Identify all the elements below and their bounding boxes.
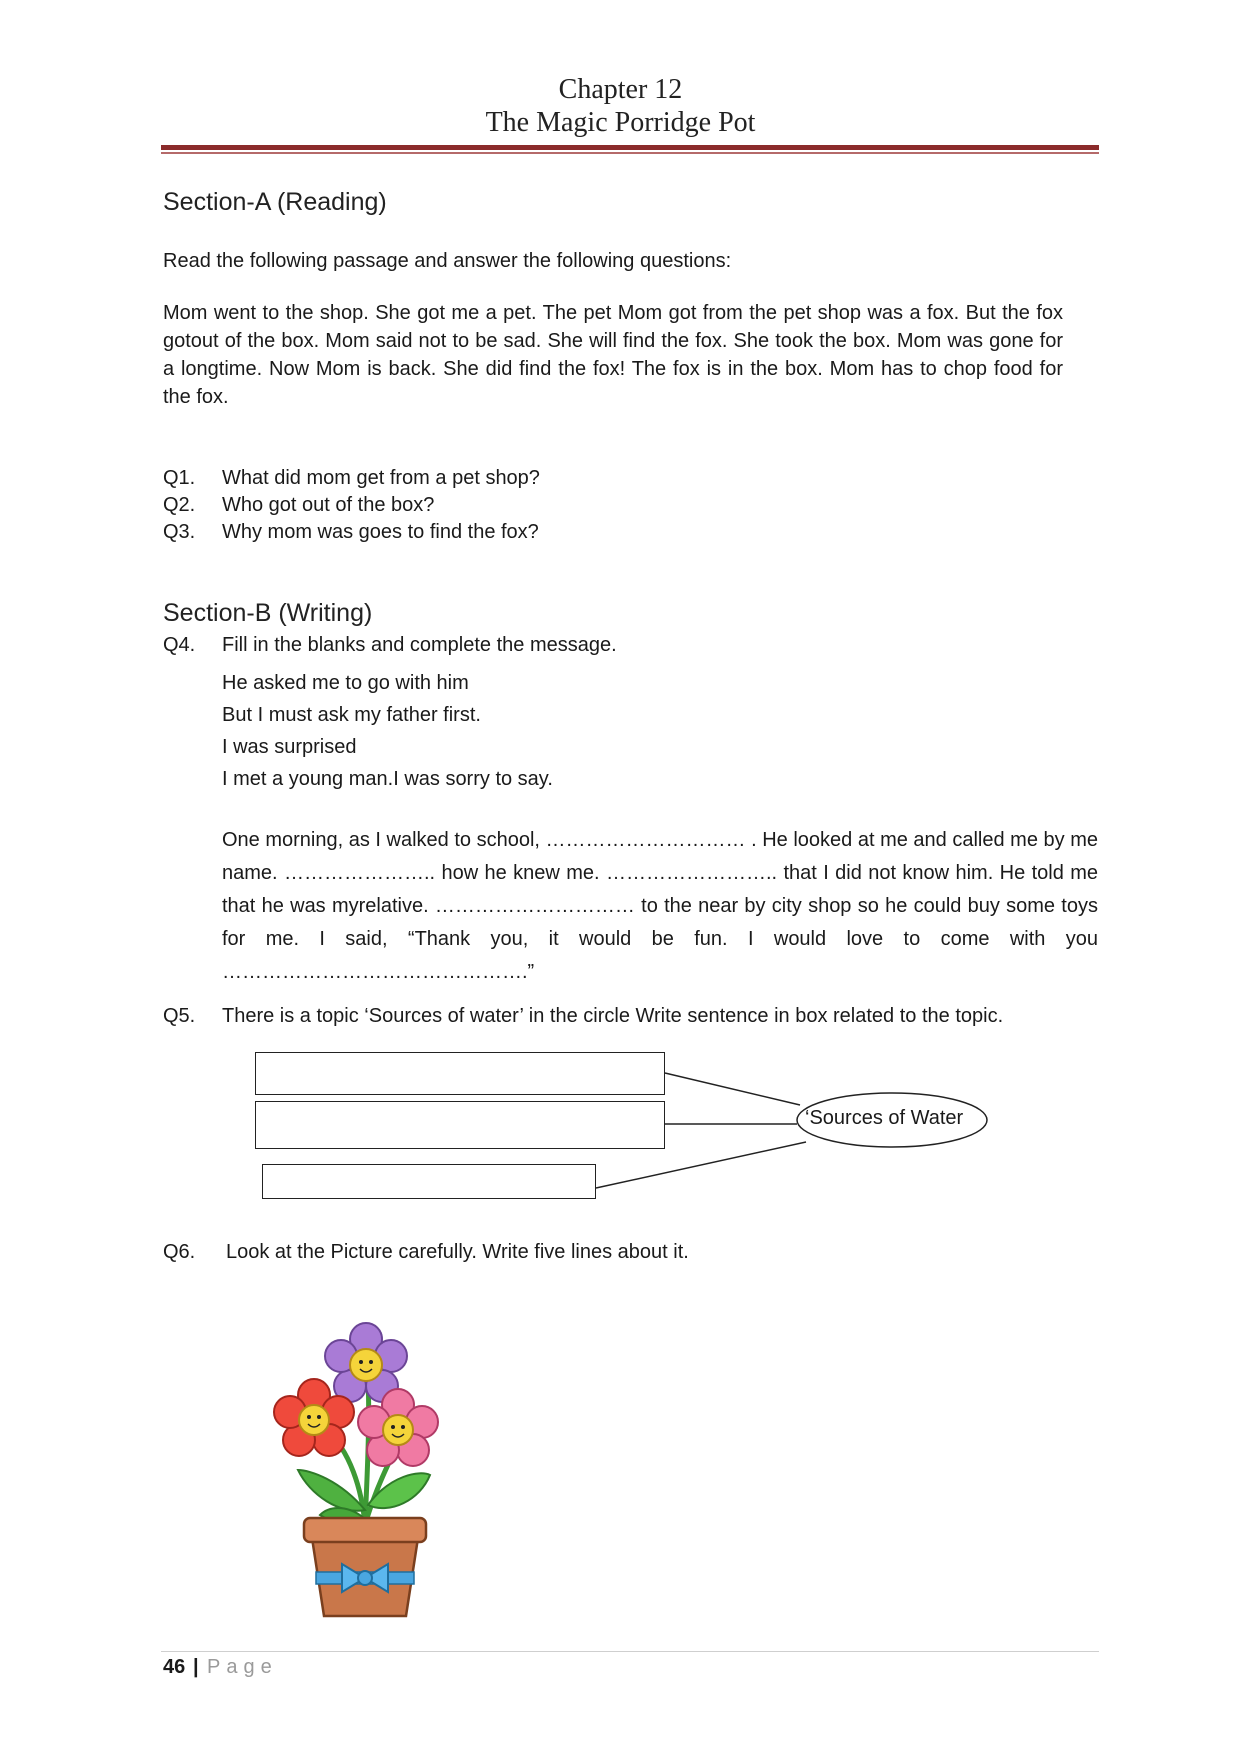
reading-instruction: Read the following passage and answer the following questions: (163, 250, 732, 272)
chapter-title: The Magic Porridge Pot (485, 107, 756, 138)
question-number: Q2. (163, 494, 196, 516)
question-number: Q1. (163, 467, 196, 489)
section-b-heading: Section-B (Writing) (163, 599, 373, 627)
page-separator: | (193, 1656, 199, 1678)
connector-line (596, 1142, 806, 1188)
question-number: Q3. (163, 521, 196, 543)
footer-rule (161, 1651, 1099, 1652)
question-number: Q6. (163, 1241, 196, 1263)
chapter-number: Chapter 12 (558, 74, 683, 105)
option-line: He asked me to go with him (222, 672, 469, 694)
option-line: I met a young man.I was sorry to say. (222, 768, 553, 790)
page-label: Page (207, 1656, 278, 1678)
option-line: But I must ask my father first. (222, 704, 481, 726)
option-line: I was surprised (222, 736, 357, 758)
question-text: Look at the Picture carefully. Write five lines about it. (226, 1241, 689, 1263)
question-text: There is a topic ‘Sources of water’ in the circle Write sentence in box related to the topic. (222, 1005, 1004, 1027)
question-text: Who got out of the box? (222, 494, 435, 516)
question-text: Fill in the blanks and complete the message. (222, 634, 617, 656)
question-text: What did mom get from a pet shop? (222, 467, 540, 489)
question-text: Why mom was goes to find the fox? (222, 521, 539, 543)
fill-in-paragraph: One morning, as I walked to school, ………………………… . He looked at me and called me by me name. ………………….. how he knew me. …………………….. that I did not know him. He told me that he was myrelative. ………………………… to the near by city shop so he could buy some toys for me. I said, “Thank you, it would be fun. I would love to come with you ……………………………………….” (222, 829, 1098, 983)
question-number: Q4. (163, 634, 196, 656)
question-number: Q5. (163, 1005, 196, 1027)
flower-pot-illustration (270, 1320, 460, 1620)
reading-passage: Mom went to the shop. She got me a pet. The pet Mom got from the pet shop was a fox. But the fox gotout of the box. Mom said not to be sad. She will find the fox. She took the box. Mom was gone for a longtime. Now Mom is back. She did find the fox! The fox is in the box. Mom has to chop food for the fox. (163, 302, 1063, 408)
topic-label: ‘Sources of Water (805, 1107, 964, 1129)
section-a-heading: Section-A (Reading) (163, 188, 387, 216)
page-number: 46 (163, 1656, 186, 1678)
connector-line (665, 1073, 800, 1105)
